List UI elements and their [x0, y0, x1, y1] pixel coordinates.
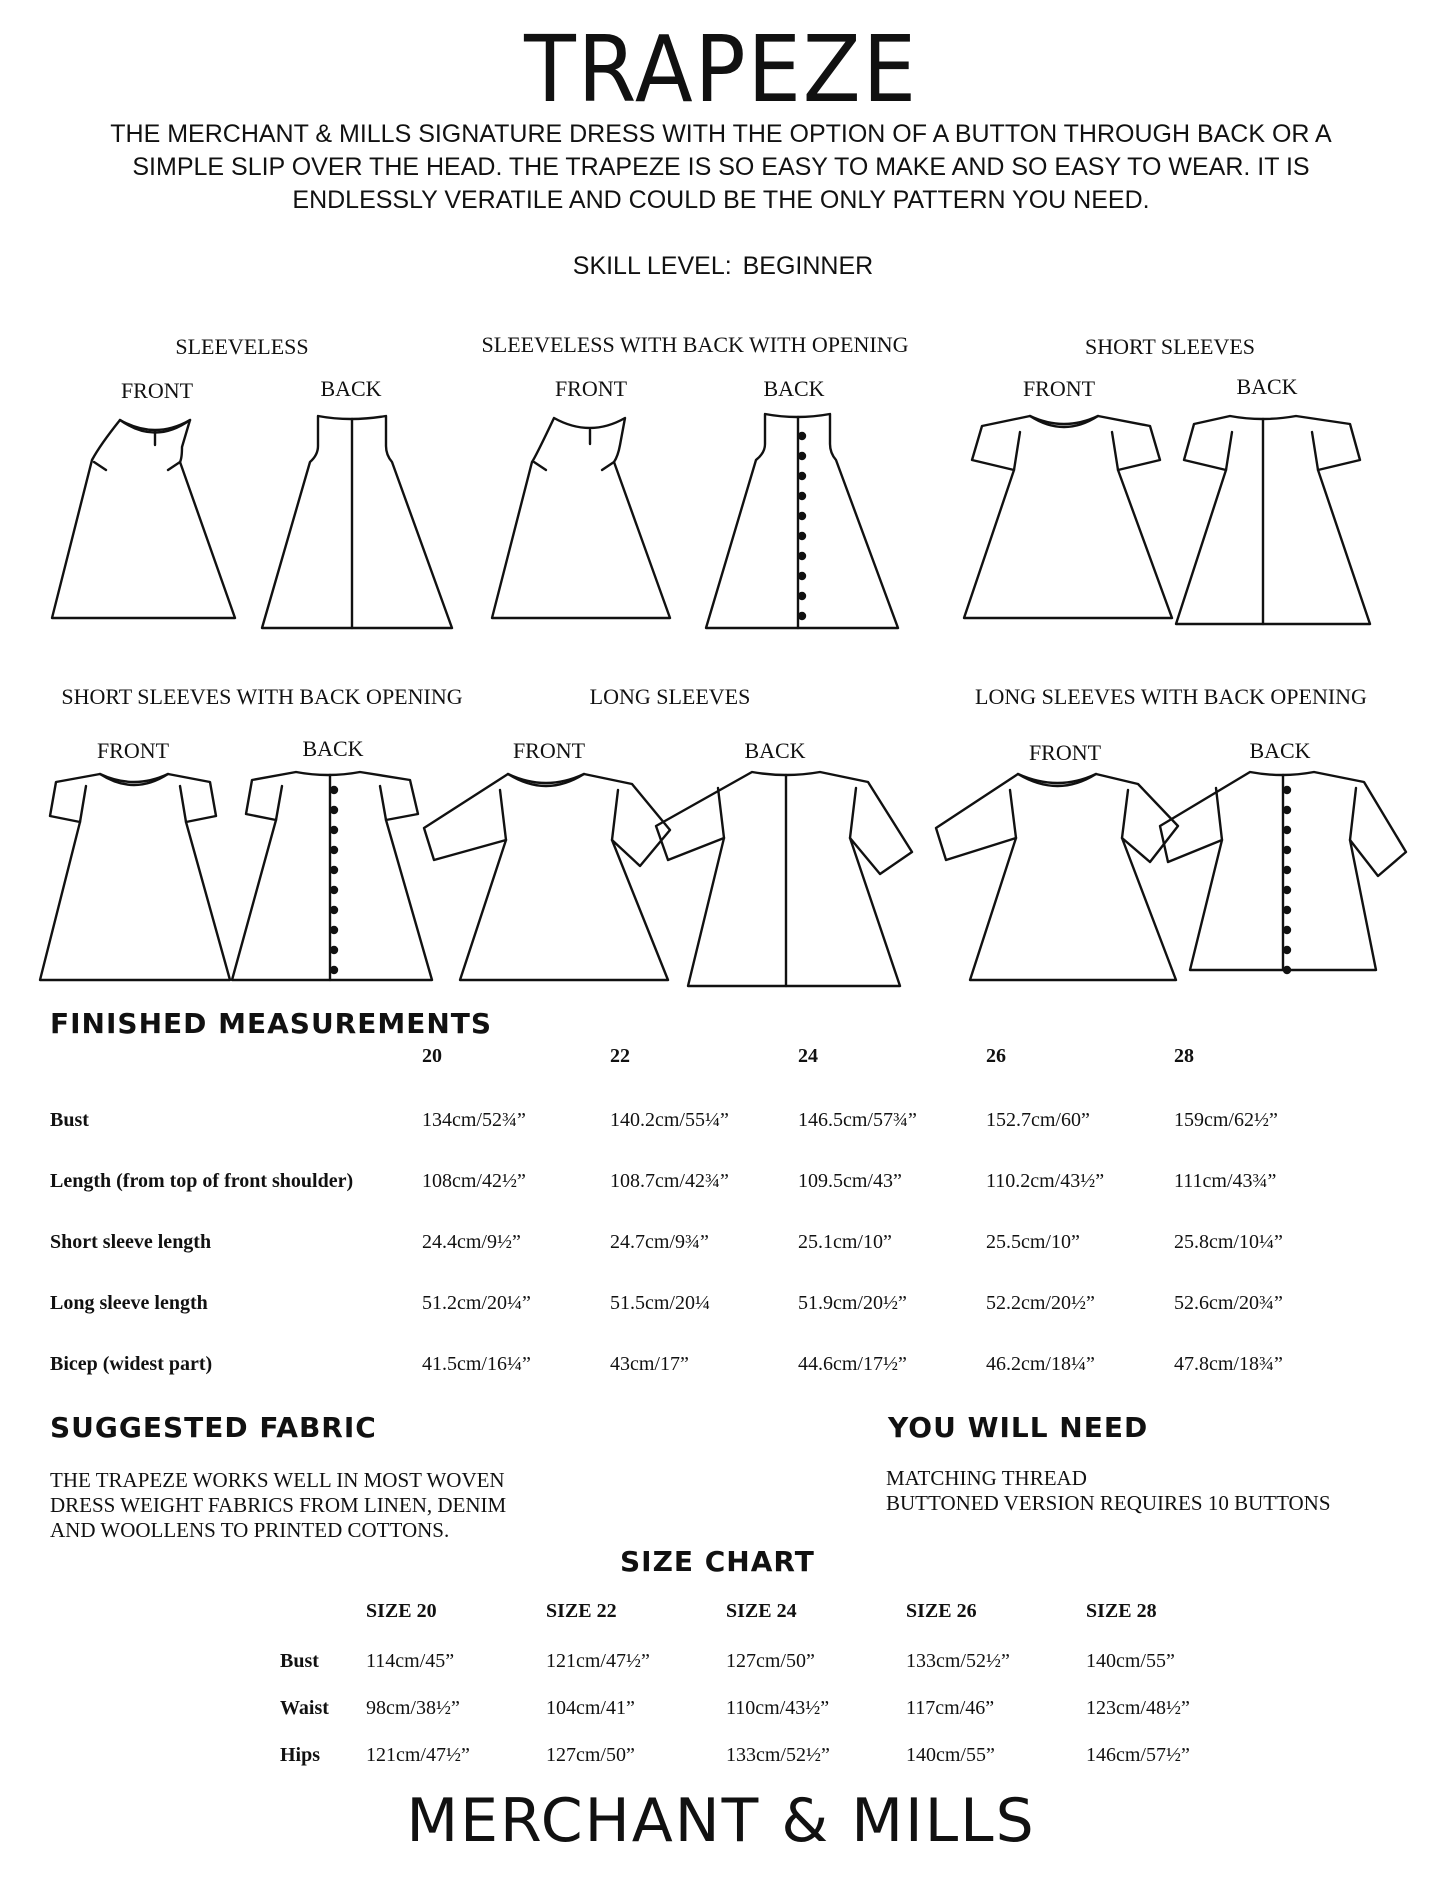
cell: 25.8cm/10¼”	[1174, 1231, 1283, 1253]
table-header-row	[272, 1600, 1266, 1638]
table-row	[40, 1334, 1362, 1395]
skill-level-value: BEGINNER	[742, 252, 874, 280]
dress-short-sleeves-back	[1176, 416, 1370, 624]
row-label: Bust	[280, 1650, 319, 1672]
page-title: TRAPEZE	[524, 16, 918, 123]
cell: 108.7cm/42¾”	[610, 1170, 729, 1192]
table-row	[40, 1212, 1362, 1273]
table-row	[40, 1090, 1362, 1151]
cell: 114cm/45”	[366, 1650, 455, 1672]
row-label: Bicep (widest part)	[50, 1353, 213, 1375]
row-label: Length (from top of front shoulder)	[50, 1170, 354, 1192]
cell: 133cm/52½”	[726, 1744, 830, 1766]
view-label-back: BACK	[302, 736, 364, 761]
size-header: SIZE 24	[726, 1600, 797, 1622]
view-label-back: BACK	[1249, 738, 1311, 763]
intro-text: THE MERCHANT & MILLS SIGNATURE DRESS WITH THE OPTION OF A BUTTON THROUGH BACK OR A SIMPLE SLIP OVER THE HEAD. THE TRAPEZE IS SO EASY TO MAKE AND SO EASY TO WEAR. IT IS ENDLESSLY VERATILE AND COULD BE THE ONLY PATTERN YOU NEED.	[110, 120, 1332, 214]
dress-sleeveless-front-2	[492, 418, 670, 618]
row-label: Hips	[280, 1744, 321, 1766]
size-header: 22	[610, 1045, 630, 1067]
cell: 24.7cm/9¾”	[610, 1231, 709, 1253]
table-row	[272, 1685, 1266, 1732]
dress-long-sleeves-back	[656, 772, 912, 986]
cell: 51.2cm/20¼”	[422, 1292, 531, 1314]
dress-short-sleeves-front	[964, 416, 1172, 618]
view-label-front: FRONT	[1028, 740, 1102, 765]
cell: 109.5cm/43”	[798, 1170, 902, 1192]
view-label-front: FRONT	[1022, 376, 1096, 401]
cell: 25.1cm/10”	[798, 1231, 892, 1253]
dress-short-sleeves-front-2	[40, 774, 230, 980]
group-label-short-sleeves-back-opening: SHORT SLEEVES WITH BACK OPENING	[61, 684, 463, 709]
cell: 24.4cm/9½”	[422, 1231, 521, 1253]
table-row	[40, 1151, 1362, 1212]
cell: 140cm/55”	[1086, 1650, 1175, 1672]
cell: 108cm/42½”	[422, 1170, 526, 1192]
view-label-back: BACK	[320, 376, 382, 401]
cell: 98cm/38½”	[366, 1697, 460, 1719]
cell: 152.7cm/60”	[986, 1109, 1090, 1131]
group-label-short-sleeves: SHORT SLEEVES	[1084, 334, 1256, 359]
dress-short-sleeves-back-buttoned	[232, 772, 432, 980]
cell: 117cm/46”	[906, 1697, 995, 1719]
cell: 52.2cm/20½”	[986, 1292, 1095, 1314]
group-label-sleeveless: SLEEVELESS	[175, 334, 309, 359]
size-header: SIZE 26	[906, 1600, 977, 1622]
cell: 159cm/62½”	[1174, 1109, 1278, 1131]
cell: 43cm/17”	[610, 1353, 689, 1375]
cell: 123cm/48½”	[1086, 1697, 1190, 1719]
brand-footer: MERCHANT & MILLS	[406, 1786, 1036, 1856]
table-header-row	[40, 1045, 1362, 1090]
size-header: SIZE 20	[366, 1600, 437, 1622]
group-label-long-sleeves: LONG SLEEVES	[589, 684, 751, 709]
table-row	[40, 1273, 1362, 1334]
cell: 146cm/57½”	[1086, 1744, 1190, 1766]
dress-long-sleeves-front-2	[936, 774, 1178, 980]
suggested-fabric-heading: SUGGESTED FABRIC	[50, 1411, 377, 1444]
size-header: 24	[798, 1045, 818, 1067]
cell: 25.5cm/10”	[986, 1231, 1080, 1253]
cell: 127cm/50”	[726, 1650, 815, 1672]
cell: 140.2cm/55¼”	[610, 1109, 729, 1131]
cell: 134cm/52¾”	[422, 1109, 526, 1131]
view-label-front: FRONT	[512, 738, 586, 763]
dress-sleeveless-back-buttoned	[706, 414, 898, 628]
you-will-need-heading: YOU WILL NEED	[888, 1411, 1149, 1444]
size-chart-table	[272, 1600, 1266, 1779]
cell: 110.2cm/43½”	[986, 1170, 1105, 1192]
row-label: Long sleeve length	[50, 1292, 208, 1314]
group-label-sleeveless-back-opening: SLEEVELESS WITH BACK WITH OPENING	[481, 332, 909, 357]
cell: 52.6cm/20¾”	[1174, 1292, 1283, 1314]
cell: 46.2cm/18¼”	[986, 1353, 1095, 1375]
cell: 44.6cm/17½”	[798, 1353, 907, 1375]
cell: 121cm/47½”	[366, 1744, 470, 1766]
you-will-need-line: BUTTONED VERSION REQUIRES 10 BUTTONS	[886, 1491, 1331, 1515]
cell: 41.5cm/16¼”	[422, 1353, 531, 1375]
skill-level-label: SKILL LEVEL:	[572, 252, 732, 280]
view-label-back: BACK	[763, 376, 825, 401]
cell: 110cm/43½”	[726, 1697, 830, 1719]
cell: 146.5cm/57¾”	[798, 1109, 917, 1131]
cell: 51.9cm/20½”	[798, 1292, 907, 1314]
cell: 51.5cm/20¼	[610, 1292, 710, 1314]
cell: 47.8cm/18¾”	[1174, 1353, 1283, 1375]
cell: 121cm/47½”	[546, 1650, 650, 1672]
size-header: 20	[422, 1045, 442, 1067]
finished-measurements-heading: FINISHED MEASUREMENTS	[50, 1007, 493, 1040]
you-will-need-line: MATCHING THREAD	[886, 1466, 1087, 1490]
row-label: Waist	[280, 1697, 329, 1719]
cell: 104cm/41”	[546, 1697, 635, 1719]
size-header: 28	[1174, 1045, 1194, 1067]
view-label-front: FRONT	[96, 738, 170, 763]
size-chart-heading: SIZE CHART	[620, 1545, 815, 1578]
table-row	[272, 1732, 1266, 1779]
row-label: Short sleeve length	[50, 1231, 212, 1253]
cell: 127cm/50”	[546, 1744, 635, 1766]
size-header: 26	[986, 1045, 1006, 1067]
suggested-fabric-text: THE TRAPEZE WORKS WELL IN MOST WOVEN DRESS WEIGHT FABRICS FROM LINEN, DENIM AND WOOLLENS TO PRINTED COTTONS.	[50, 1468, 507, 1542]
view-label-back: BACK	[744, 738, 806, 763]
cell: 133cm/52½”	[906, 1650, 1010, 1672]
dress-sleeveless-front	[52, 420, 235, 618]
view-label-front: FRONT	[120, 378, 194, 403]
cell: 111cm/43¾”	[1174, 1170, 1277, 1192]
size-header: SIZE 28	[1086, 1600, 1157, 1622]
table-row	[272, 1638, 1266, 1685]
size-header: SIZE 22	[546, 1600, 617, 1622]
view-label-front: FRONT	[554, 376, 628, 401]
dress-long-sleeves-front	[424, 774, 670, 980]
view-label-back: BACK	[1236, 374, 1298, 399]
row-label: Bust	[50, 1109, 89, 1131]
finished-measurements-table	[40, 1045, 1362, 1395]
dress-sleeveless-back	[262, 416, 452, 628]
group-label-long-sleeves-back-opening: LONG SLEEVES WITH BACK OPENING	[975, 684, 1367, 709]
cell: 140cm/55”	[906, 1744, 995, 1766]
dress-long-sleeves-back-buttoned	[1160, 772, 1406, 973]
